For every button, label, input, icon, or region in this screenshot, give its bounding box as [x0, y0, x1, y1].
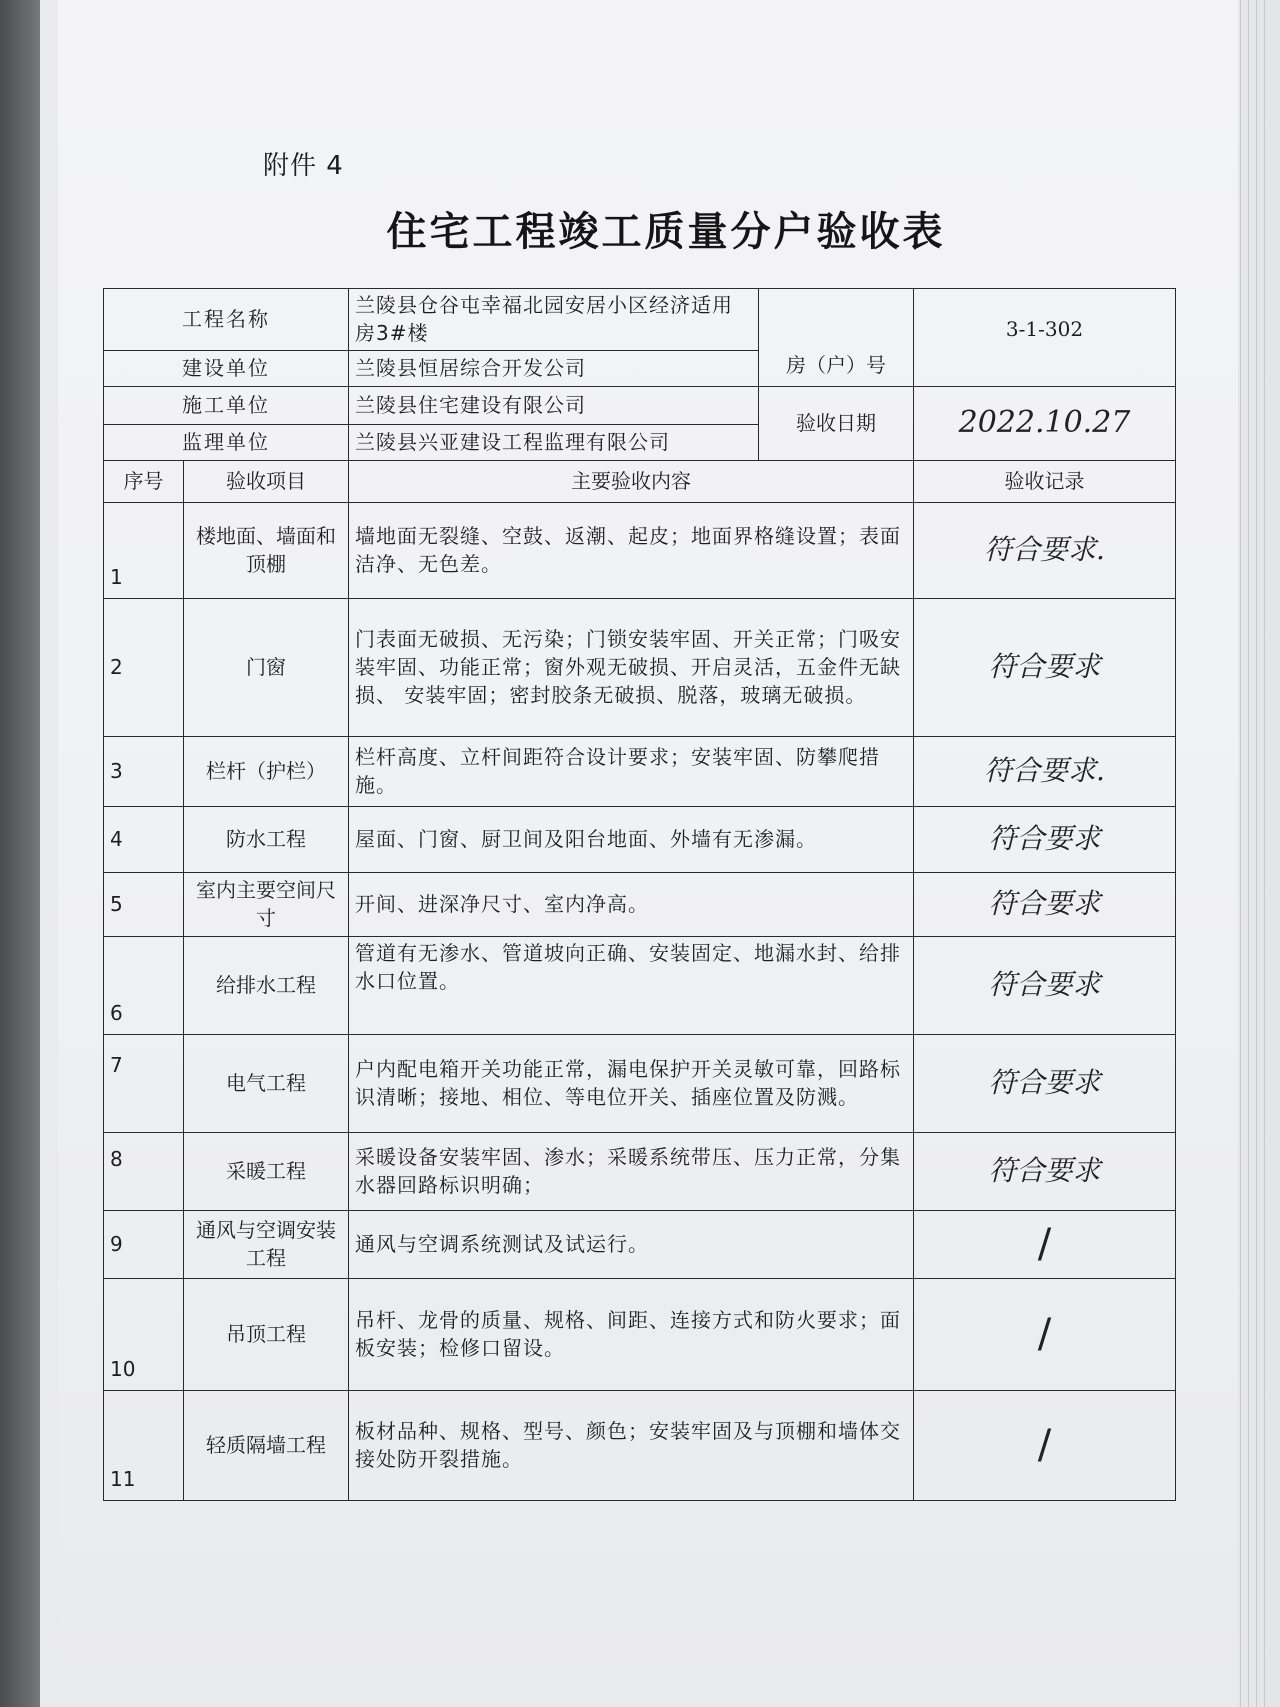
room-label: 房（户）号 [759, 289, 914, 387]
column-header-row [104, 460, 1176, 502]
row-item: 门窗 [184, 598, 349, 736]
row-seq: 8 [104, 1132, 184, 1210]
row-record: 符合要求 [914, 1034, 1176, 1132]
row-content: 吊杆、龙骨的质量、规格、间距、连接方式和防火要求；面板安装；检修口留设。 [349, 1278, 914, 1390]
row-seq: 10 [104, 1278, 184, 1390]
table-row [104, 1132, 1176, 1210]
table-row [104, 936, 1176, 1034]
row-item: 轻质隔墙工程 [184, 1390, 349, 1500]
document-page [58, 0, 1238, 1707]
row-item: 电气工程 [184, 1034, 349, 1132]
row-seq: 7 [104, 1034, 184, 1132]
row-record: / [914, 1390, 1176, 1500]
date-value: 2022.10.27 [914, 386, 1176, 460]
table-row [104, 1210, 1176, 1278]
row-item: 采暖工程 [184, 1132, 349, 1210]
supervisor-label: 监理单位 [104, 424, 349, 460]
row-item: 吊顶工程 [184, 1278, 349, 1390]
builder-label: 建设单位 [104, 350, 349, 386]
table-row [104, 872, 1176, 936]
project-name-value: 兰陵县仓谷屯幸福北园安居小区经济适用房3#楼 [349, 289, 759, 351]
row-content: 管道有无渗水、管道坡向正确、安装固定、地漏水封、给排水口位置。 [349, 936, 914, 1034]
table-row [104, 736, 1176, 806]
project-name-label: 工程名称 [104, 289, 349, 351]
table-row [104, 1278, 1176, 1390]
row-seq: 3 [104, 736, 184, 806]
row-seq: 4 [104, 806, 184, 872]
row-record: 符合要求 [914, 1132, 1176, 1210]
builder-value: 兰陵县恒居综合开发公司 [349, 350, 759, 386]
row-seq: 2 [104, 598, 184, 736]
desk-shadow [0, 0, 40, 1707]
header-row-contractor [104, 386, 1176, 424]
contractor-label: 施工单位 [104, 386, 349, 424]
row-item: 给排水工程 [184, 936, 349, 1034]
row-item: 防水工程 [184, 806, 349, 872]
table-row [104, 1034, 1176, 1132]
row-record: / [914, 1210, 1176, 1278]
row-content: 屋面、门窗、厨卫间及阳台地面、外墙有无渗漏。 [349, 806, 914, 872]
paper-stack [40, 0, 1280, 1707]
attachment-label: 附件 4 [263, 151, 344, 181]
row-seq: 1 [104, 502, 184, 598]
col-seq-header: 序号 [104, 460, 184, 502]
row-content: 户内配电箱开关功能正常，漏电保护开关灵敏可靠，回路标识清晰；接地、相位、等电位开关、插座位置及防溅。 [349, 1034, 914, 1132]
table-row [104, 502, 1176, 598]
page-title: 住宅工程竣工质量分户验收表 [386, 209, 946, 255]
row-record: 符合要求 [914, 806, 1176, 872]
row-content: 门表面无破损、无污染；门锁安装牢固、开关正常；门吸安装牢固、功能正常；窗外观无破损、开启灵活，五金件无缺损、 安装牢固；密封胶条无破损、脱落，玻璃无破损。 [349, 598, 914, 736]
row-item: 室内主要空间尺寸 [184, 872, 349, 936]
room-value: 3-1-302 [914, 289, 1176, 387]
acceptance-table [103, 288, 1176, 1501]
row-content: 墙地面无裂缝、空鼓、返潮、起皮；地面界格缝设置；表面洁净、无色差。 [349, 502, 914, 598]
row-item: 楼地面、墙面和顶棚 [184, 502, 349, 598]
row-content: 板材品种、规格、型号、颜色；安装牢固及与顶棚和墙体交接处防开裂措施。 [349, 1390, 914, 1500]
row-item: 栏杆（护栏） [184, 736, 349, 806]
row-record: 符合要求 [914, 872, 1176, 936]
row-seq: 6 [104, 936, 184, 1034]
row-record: / [914, 1278, 1176, 1390]
row-item: 通风与空调安装工程 [184, 1210, 349, 1278]
header-row-project [104, 289, 1176, 351]
row-record: 符合要求 [914, 936, 1176, 1034]
row-content: 栏杆高度、立杆间距符合设计要求；安装牢固、防攀爬措施。 [349, 736, 914, 806]
col-record-header: 验收记录 [914, 460, 1176, 502]
table-row [104, 598, 1176, 736]
row-seq: 11 [104, 1390, 184, 1500]
contractor-value: 兰陵县住宅建设有限公司 [349, 386, 759, 424]
supervisor-value: 兰陵县兴亚建设工程监理有限公司 [349, 424, 759, 460]
row-seq: 5 [104, 872, 184, 936]
col-content-header: 主要验收内容 [349, 460, 914, 502]
table-row [104, 1390, 1176, 1500]
row-content: 通风与空调系统测试及试运行。 [349, 1210, 914, 1278]
row-seq: 9 [104, 1210, 184, 1278]
row-record: 符合要求 [914, 598, 1176, 736]
row-content: 开间、进深净尺寸、室内净高。 [349, 872, 914, 936]
row-record: 符合要求. [914, 502, 1176, 598]
col-item-header: 验收项目 [184, 460, 349, 502]
row-record: 符合要求. [914, 736, 1176, 806]
row-content: 采暖设备安装牢固、渗水；采暖系统带压、压力正常，分集水器回路标识明确； [349, 1132, 914, 1210]
date-label: 验收日期 [759, 386, 914, 460]
table-row [104, 806, 1176, 872]
